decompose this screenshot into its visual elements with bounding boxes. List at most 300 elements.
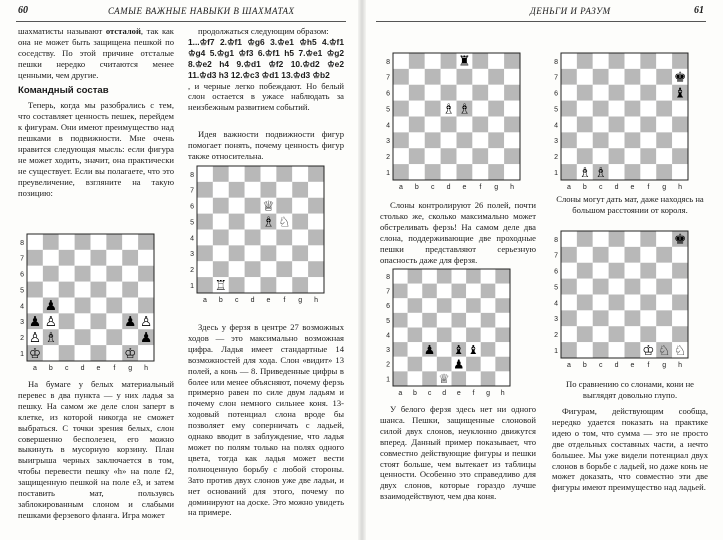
board-square <box>91 298 107 314</box>
board-square <box>27 250 43 266</box>
board-square <box>481 357 496 372</box>
board-square <box>452 313 467 328</box>
board-square <box>593 342 609 358</box>
board-square <box>593 247 609 263</box>
rank-label: 2 <box>386 154 390 162</box>
board-square <box>106 345 122 361</box>
board-square <box>593 148 609 164</box>
diagram-two-bishops <box>384 52 536 192</box>
board-square <box>229 230 245 246</box>
board-square <box>197 214 213 230</box>
board-square <box>138 282 154 298</box>
board-square <box>466 269 481 284</box>
board-square <box>672 263 688 279</box>
chess-piece: ♔ <box>124 345 137 362</box>
board-square <box>197 277 213 293</box>
board-square <box>640 247 656 263</box>
board-square <box>75 266 91 282</box>
board-square <box>229 182 245 198</box>
board-square <box>561 85 577 101</box>
rank-label: 5 <box>386 317 390 325</box>
chess-piece: ♖ <box>214 277 227 294</box>
board-square <box>577 295 593 311</box>
chess-piece: ♗ <box>594 164 607 181</box>
file-label: d <box>614 362 619 369</box>
right-column-1-bottom <box>380 404 536 502</box>
file-label: b <box>218 297 223 304</box>
board-square <box>656 69 672 85</box>
board-square <box>408 357 423 372</box>
paragraph-bishops-control: Слоны контролируют 26 полей, почти столько же, сколько максимально может обстреливать ферзь! На самом деле два слона, поддерживающие две проходные пешки представляют серьезную опасность даже для ферзя. <box>380 200 536 265</box>
chess-piece: ♟ <box>44 298 57 315</box>
board-square <box>472 148 488 164</box>
board-square <box>466 328 481 343</box>
file-label: c <box>427 390 432 397</box>
file-label: h <box>678 184 683 191</box>
board-square <box>561 326 577 342</box>
board-square <box>409 164 425 180</box>
board-square <box>593 263 609 279</box>
board-square <box>504 132 520 148</box>
board-square <box>504 148 520 164</box>
board-square <box>213 230 229 246</box>
board-square <box>437 328 452 343</box>
board-square <box>308 198 324 214</box>
board-square <box>593 231 609 247</box>
board-square <box>472 117 488 133</box>
file-label: a <box>566 184 571 191</box>
board-square <box>409 53 425 69</box>
board-square <box>213 261 229 277</box>
board-square <box>593 101 609 117</box>
board-square <box>609 263 625 279</box>
board-square <box>59 250 75 266</box>
board-square <box>292 261 308 277</box>
board-square <box>452 284 467 299</box>
board-square <box>245 261 261 277</box>
board-square <box>59 313 75 329</box>
board-square <box>91 234 107 250</box>
file-label: a <box>32 365 37 372</box>
paragraph-continuation: продолжаться следующим образом: <box>198 26 329 36</box>
board-square <box>393 284 408 299</box>
board-square <box>672 164 688 180</box>
rank-label: 1 <box>386 376 390 384</box>
board-square <box>609 247 625 263</box>
left-column-1 <box>18 26 174 199</box>
board-square <box>292 245 308 261</box>
rank-label: 4 <box>20 303 24 311</box>
chess-board <box>188 165 340 305</box>
board-square <box>577 132 593 148</box>
board-square <box>245 214 261 230</box>
board-square <box>625 342 641 358</box>
board-square <box>488 164 504 180</box>
board-square <box>437 298 452 313</box>
board-square <box>408 298 423 313</box>
board-square <box>261 261 277 277</box>
board-square <box>466 313 481 328</box>
rank-label: 7 <box>190 187 194 195</box>
board-square <box>481 371 496 386</box>
file-label: b <box>582 362 587 369</box>
board-square <box>495 298 510 313</box>
board-square <box>488 132 504 148</box>
board-square <box>609 310 625 326</box>
board-square <box>441 164 457 180</box>
board-square <box>577 263 593 279</box>
board-square <box>308 166 324 182</box>
board-square <box>656 148 672 164</box>
file-label: e <box>630 184 635 191</box>
board-square <box>561 279 577 295</box>
board-square <box>213 214 229 230</box>
rank-label: 2 <box>554 332 558 340</box>
board-square <box>308 182 324 198</box>
file-label: g <box>662 184 667 191</box>
file-label: d <box>614 184 619 191</box>
chess-piece: ♘ <box>673 342 687 359</box>
board-square <box>561 310 577 326</box>
board-square <box>425 53 441 69</box>
board-square <box>75 298 91 314</box>
board-square <box>276 230 292 246</box>
board-square <box>213 245 229 261</box>
rank-label: 1 <box>190 282 194 290</box>
board-square <box>609 69 625 85</box>
board-square <box>75 345 91 361</box>
board-square <box>609 53 625 69</box>
board-square <box>308 277 324 293</box>
board-square <box>609 101 625 117</box>
board-square <box>472 53 488 69</box>
file-label: c <box>234 297 239 304</box>
board-square <box>393 132 409 148</box>
file-label: f <box>647 362 650 369</box>
board-square <box>504 85 520 101</box>
board-square <box>452 298 467 313</box>
board-square <box>197 198 213 214</box>
board-square <box>481 269 496 284</box>
board-square <box>640 148 656 164</box>
board-square <box>437 284 452 299</box>
board-square <box>122 250 138 266</box>
right-column-1-top <box>380 200 536 265</box>
intro-paragraph <box>18 26 174 81</box>
board-square <box>640 231 656 247</box>
board-square <box>408 313 423 328</box>
board-square <box>425 164 441 180</box>
board-square <box>43 266 59 282</box>
board-square <box>495 284 510 299</box>
chess-piece: ♗ <box>458 101 471 118</box>
chess-piece: ♝ <box>467 341 480 357</box>
board-square <box>625 117 641 133</box>
board-square <box>422 298 437 313</box>
board-square <box>472 101 488 117</box>
chess-piece: ♟ <box>453 356 465 372</box>
board-square <box>425 101 441 117</box>
board-square <box>408 371 423 386</box>
board-square <box>122 266 138 282</box>
caption-bishop-mate: Слоны могут дать мат, даже находясь на большом расстоянии от короля. <box>556 194 704 215</box>
caption-knights: По сравнению со слонами, кони не выглядят довольно глупо. <box>565 379 695 400</box>
board-square <box>577 85 593 101</box>
board-square <box>27 266 43 282</box>
board-square <box>245 230 261 246</box>
board-square <box>488 85 504 101</box>
board-square <box>495 328 510 343</box>
board-square <box>625 295 641 311</box>
board-square <box>656 279 672 295</box>
board-square <box>561 263 577 279</box>
board-square <box>561 117 577 133</box>
board-square <box>229 198 245 214</box>
file-label: h <box>500 390 505 397</box>
board-square <box>393 85 409 101</box>
board-square <box>495 371 510 386</box>
intro-text-b: , так как она не может быть защищена пешкой по соседству. По этой причине отсталые пешки нередко считаются менее ценными, чем другие. <box>18 26 174 80</box>
board-square <box>106 234 122 250</box>
board-square <box>276 261 292 277</box>
board-square <box>609 148 625 164</box>
board-square <box>625 263 641 279</box>
board-square <box>292 198 308 214</box>
board-square <box>577 310 593 326</box>
board-square <box>106 250 122 266</box>
board-square <box>422 328 437 343</box>
board-square <box>672 247 688 263</box>
file-label: h <box>678 362 683 369</box>
board-square <box>457 164 473 180</box>
diagram-knights <box>552 230 704 370</box>
board-square <box>457 117 473 133</box>
board-square <box>422 313 437 328</box>
board-square <box>672 295 688 311</box>
board-square <box>59 345 75 361</box>
diagram-bishop-mate <box>552 52 704 192</box>
board-square <box>625 132 641 148</box>
rank-label: 3 <box>554 316 558 324</box>
file-label: h <box>144 365 149 372</box>
board-square <box>75 313 91 329</box>
board-square <box>245 198 261 214</box>
board-square <box>409 101 425 117</box>
rank-label: 5 <box>554 106 558 114</box>
file-label: b <box>412 390 417 397</box>
left-column-2 <box>188 26 344 162</box>
file-label: c <box>64 365 69 372</box>
board-square <box>91 250 107 266</box>
board-square <box>593 295 609 311</box>
board-square <box>276 166 292 182</box>
rank-label: 6 <box>386 90 390 98</box>
file-label: a <box>398 390 403 397</box>
board-square <box>138 345 154 361</box>
chess-piece: ♗ <box>262 214 275 231</box>
board-square <box>593 132 609 148</box>
board-square <box>656 310 672 326</box>
board-square <box>625 326 641 342</box>
rank-label: 4 <box>190 235 194 243</box>
board-square <box>43 234 59 250</box>
board-square <box>27 298 43 314</box>
board-square <box>393 148 409 164</box>
board-square <box>441 132 457 148</box>
diagram-left-position <box>18 233 170 373</box>
board-square <box>488 101 504 117</box>
left-column-2-bottom <box>188 322 344 518</box>
file-label: g <box>128 365 133 372</box>
rank-label: 6 <box>20 271 24 279</box>
board-square <box>437 313 452 328</box>
board-square <box>308 261 324 277</box>
board-square <box>488 53 504 69</box>
board-square <box>213 166 229 182</box>
board-square <box>609 231 625 247</box>
board-square <box>43 250 59 266</box>
running-head-left: САМЫЕ ВАЖНЫЕ НАВЫКИ В ШАХМАТАХ <box>108 6 295 16</box>
file-label: c <box>598 362 603 369</box>
board-square <box>393 313 408 328</box>
board-square <box>59 282 75 298</box>
board-square <box>625 101 641 117</box>
board-square <box>441 117 457 133</box>
board-square <box>425 148 441 164</box>
board-square <box>425 132 441 148</box>
right-column-2-bottom <box>552 406 708 493</box>
rank-label: 3 <box>554 138 558 146</box>
board-square <box>75 234 91 250</box>
board-square <box>91 266 107 282</box>
board-square <box>656 326 672 342</box>
board-square <box>481 342 496 357</box>
rank-label: 8 <box>554 236 558 244</box>
rank-label: 2 <box>20 335 24 343</box>
chess-piece: ♚ <box>673 231 687 248</box>
board-square <box>561 101 577 117</box>
file-label: g <box>486 390 491 397</box>
board-square <box>422 284 437 299</box>
file-label: c <box>598 184 603 191</box>
board-square <box>625 164 641 180</box>
file-label: f <box>113 365 116 372</box>
board-square <box>308 230 324 246</box>
board-square <box>393 371 408 386</box>
board-square <box>561 69 577 85</box>
chess-piece: ♕ <box>262 198 275 215</box>
board-square <box>408 284 423 299</box>
file-label: c <box>430 184 435 191</box>
board-square <box>640 164 656 180</box>
rank-label: 7 <box>386 288 390 296</box>
rank-label: 6 <box>554 268 558 276</box>
chess-piece: ♟ <box>28 314 42 331</box>
chess-piece: ♟ <box>423 341 436 357</box>
board-square <box>422 269 437 284</box>
rank-label: 8 <box>20 239 24 247</box>
chess-piece: ♘ <box>278 214 291 231</box>
board-square <box>656 263 672 279</box>
rank-label: 1 <box>554 169 558 177</box>
board-square <box>561 148 577 164</box>
file-label: a <box>202 297 207 304</box>
board-square <box>656 295 672 311</box>
chess-piece: ♚ <box>673 69 687 86</box>
board-square <box>609 295 625 311</box>
board-square <box>229 245 245 261</box>
board-square <box>408 342 423 357</box>
paragraph-mobility: Теперь, когда мы разобрались с тем, что составляет ценность пешек, перейдем к фигурам. Они имеют преимущество над пешками в подвижности. Мне очень нравится следующая мысль: если фигура не может ходить, значит, она практически не существует. Если вы полагаете, что это преувеличение, взгляните на такую позицию: <box>18 100 174 198</box>
file-label: g <box>298 297 303 304</box>
diagram-queen-center <box>188 165 340 305</box>
board-square <box>609 164 625 180</box>
board-square <box>481 313 496 328</box>
board-square <box>245 182 261 198</box>
board-square <box>393 298 408 313</box>
left-page <box>0 0 361 540</box>
file-label: e <box>456 390 461 397</box>
board-square <box>441 85 457 101</box>
board-square <box>656 231 672 247</box>
board-square <box>393 328 408 343</box>
board-square <box>43 282 59 298</box>
board-square <box>561 231 577 247</box>
board-square <box>672 279 688 295</box>
board-square <box>577 69 593 85</box>
board-square <box>672 326 688 342</box>
rank-label: 5 <box>554 284 558 292</box>
intro-term: отсталой <box>105 26 141 36</box>
board-square <box>640 101 656 117</box>
rank-label: 2 <box>190 267 194 275</box>
board-square <box>457 148 473 164</box>
board-square <box>593 310 609 326</box>
board-square <box>276 277 292 293</box>
board-square <box>672 310 688 326</box>
board-square <box>393 69 409 85</box>
move-notation: 1...♔f7 2.♔f1 ♔g6 3.♔e1 ♔h5 4.♔f1 ♔g4 5.♔g1 ♔f3 6.♔f1 h5 7.♔e1 ♔g2 8.♔e2 h4 9.♔d1 ♔f2 10.♔d2 ♔e2 11.♔d3 h3 12.♔c3 ♔d1 13.♔d3 ♔b2 <box>188 36 344 80</box>
board-square <box>656 101 672 117</box>
header-rule-left <box>16 21 346 22</box>
board-square <box>472 69 488 85</box>
board-square <box>577 53 593 69</box>
chess-piece: ♜ <box>458 53 471 70</box>
chess-piece: ♙ <box>139 314 153 331</box>
board-square <box>106 266 122 282</box>
board-square <box>488 69 504 85</box>
board-square <box>625 310 641 326</box>
board-square <box>609 342 625 358</box>
board-square <box>625 85 641 101</box>
board-square <box>577 247 593 263</box>
board-square <box>488 117 504 133</box>
board-square <box>640 326 656 342</box>
board-square <box>197 182 213 198</box>
board-square <box>672 101 688 117</box>
file-label: a <box>566 362 571 369</box>
file-label: f <box>472 390 475 397</box>
board-square <box>561 164 577 180</box>
paragraph-teamwork: Фигурам, действующим сообща, нередко удается показать на практике идею о том, что сумма — это не просто две отдельных составных части, а нечто большее. Мы уже видели потенциал двух слонов в борьбе с ладьей, но даже конь не может доказать, что совместно эти две фигуры имеют преимущество над ладьей. <box>552 406 708 493</box>
board-square <box>197 245 213 261</box>
board-square <box>59 329 75 345</box>
rank-label: 4 <box>386 332 390 340</box>
board-square <box>59 234 75 250</box>
board-square <box>437 357 452 372</box>
board-square <box>59 298 75 314</box>
board-square <box>495 342 510 357</box>
